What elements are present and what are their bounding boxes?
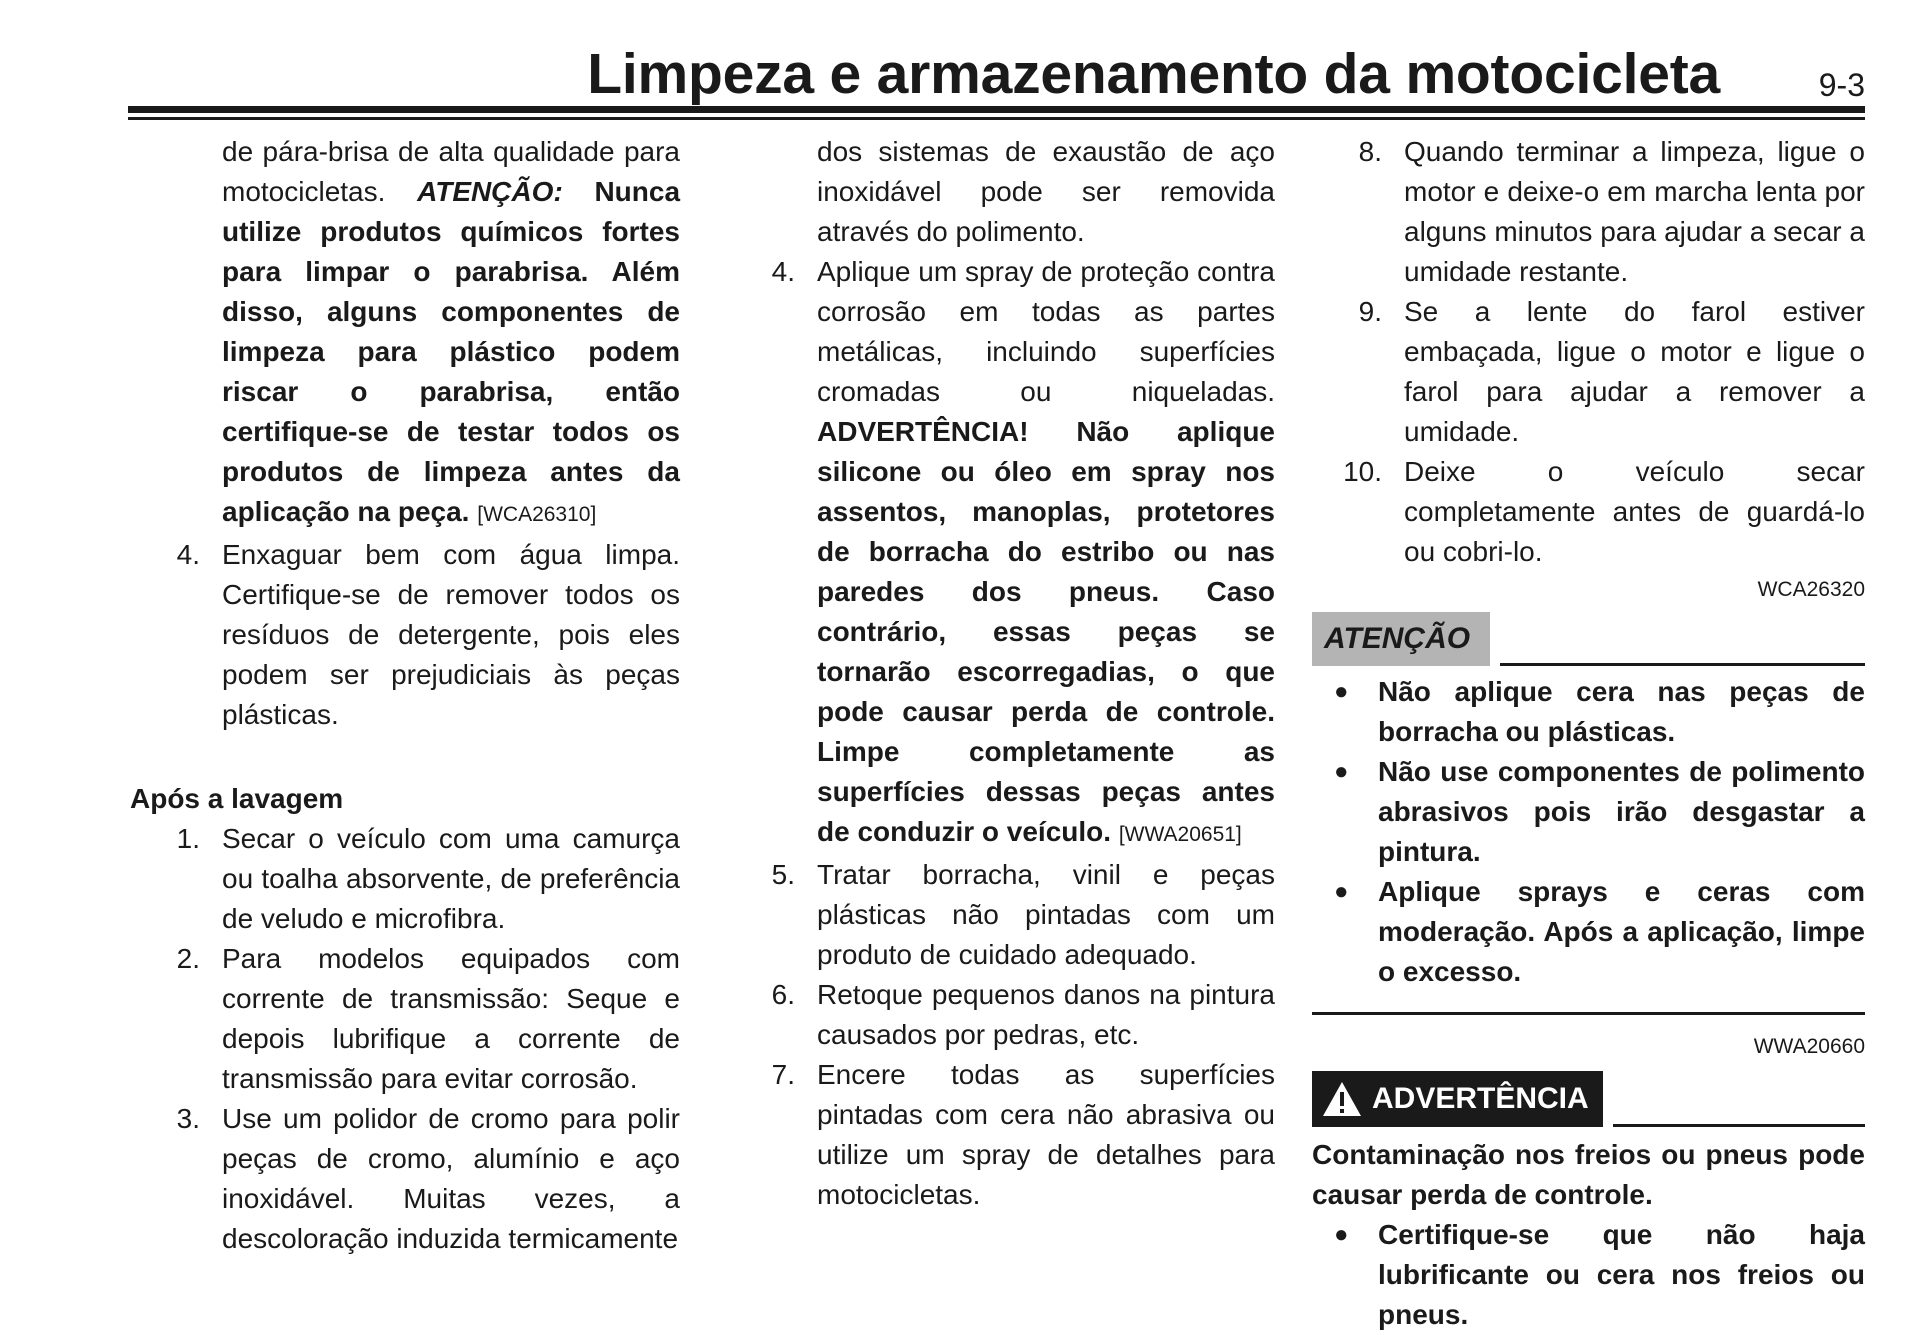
attention-inline-text: Nunca utilize produtos químicos fortes para limpar o parabrisa. Além disso, alguns componentes de limpeza para plástico podem riscar o parabrisa, então certifique-se de testar todos os produtos de limpeza antes da aplicação na peça. bbox=[222, 176, 681, 527]
list-text: Quando terminar a limpeza, ligue o motor e deixe-o em marcha lenta por alguns minutos para ajudar a secar a umidade restante. bbox=[1404, 136, 1865, 287]
continued-text: dos sistemas de exaustão de aço inoxidável pode ser removida através do polimento. bbox=[817, 136, 1275, 247]
list-number: 6. bbox=[771, 979, 795, 1010]
inline-warning-text: ADVERTÊNCIA! Não aplique silicone ou óleo em spray nos assentos, manoplas, protetores de borracha do estribo ou nas paredes dos pneus. Caso contrário, essas peças se tornarão escorregadias, o que pode causar perda de controle. Limpe completamente as superfícies dessas peças antes de conduzir o veículo. bbox=[817, 416, 1275, 847]
list-number: 4. bbox=[771, 256, 795, 287]
list-text: Deixe o veículo secar completamente antes de guardá-lo ou cobri-lo. bbox=[1404, 456, 1865, 567]
header-rule-thin bbox=[128, 117, 1865, 120]
list-number: 1. bbox=[176, 823, 200, 854]
list-number: 7. bbox=[771, 1059, 795, 1090]
warning-rule bbox=[1613, 1124, 1865, 1127]
bullet-dot-icon: ● bbox=[1334, 1221, 1349, 1248]
list-item bbox=[1312, 292, 1865, 452]
continued-text: de pára-brisa de alta qualidade para motocicletas. bbox=[222, 136, 680, 207]
caution-bullet: ● Não use componentes de polimento abrasivos pois irão desgastar a pintura. bbox=[1312, 752, 1865, 872]
list-text: Para modelos equipados com corrente de transmissão: Seque e depois lubrifique a corrente de transmissão para evitar corrosão. bbox=[222, 943, 680, 1094]
list-number: 4. bbox=[176, 539, 200, 570]
list-number: 9. bbox=[1358, 296, 1382, 327]
bullet-dot-icon: ● bbox=[1334, 678, 1349, 705]
caution-bullet: ● Aplique sprays e ceras com moderação. Após a aplicação, limpe o excesso. bbox=[1312, 872, 1865, 992]
bullet-dot-icon: ● bbox=[1334, 758, 1349, 785]
list-text: Secar o veículo com uma camurça ou toalha absorvente, de preferência de veludo e microfibra. bbox=[222, 823, 680, 934]
list-item-continued bbox=[755, 132, 1275, 252]
attention-inline-label: ATENÇÃO: bbox=[417, 176, 563, 207]
warning-code: [WWA20651] bbox=[1118, 823, 1242, 846]
warning-text: Contaminação nos freios ou pneus pode causar perda de controle. bbox=[1312, 1139, 1865, 1210]
caution-bottom-rule bbox=[1312, 1012, 1865, 1015]
caution-ref-code: WCA26320 bbox=[1757, 578, 1865, 601]
header-rule-thick bbox=[128, 106, 1865, 113]
list-text: Aplique um spray de proteção contra corrosão em todas as partes metálicas, incluindo superfícies cromadas ou niqueladas. bbox=[817, 256, 1275, 407]
list-text: Retoque pequenos danos na pintura causados por pedras, etc. bbox=[817, 979, 1275, 1050]
section-heading: Após a lavagem bbox=[130, 783, 344, 814]
list-item bbox=[1312, 132, 1865, 292]
list-item bbox=[1312, 452, 1865, 572]
list-text: Se a lente do farol estiver embaçada, ligue o motor e ligue o farol para ajudar a remover a umidade. bbox=[1404, 296, 1865, 447]
list-text: Enxaguar bem com água limpa. Certifique-se de remover todos os resíduos de detergente, pois eles podem ser prejudiciais às peças plásticas. bbox=[222, 539, 680, 730]
list-item-continued bbox=[130, 132, 680, 535]
column-3 bbox=[1312, 132, 1865, 1335]
caution-bullet: ● Não aplique cera nas peças de borracha ou plásticas. bbox=[1312, 672, 1865, 752]
attention-code: [WCA26310] bbox=[477, 503, 597, 526]
list-number: 10. bbox=[1343, 456, 1382, 487]
column-2 bbox=[755, 132, 1275, 1215]
warning-label-box bbox=[1312, 1071, 1603, 1127]
list-item bbox=[130, 535, 680, 735]
caution-label: ATENÇÃO bbox=[1312, 612, 1490, 666]
list-number: 5. bbox=[771, 859, 795, 890]
list-number: 8. bbox=[1358, 136, 1382, 167]
warning-header bbox=[1312, 1071, 1865, 1127]
list-item bbox=[755, 855, 1275, 975]
page-number: 9-3 bbox=[1818, 67, 1865, 103]
warning-bullet: ● Certifique-se que não haja lubrificante ou cera nos freios ou pneus. bbox=[1312, 1215, 1865, 1335]
caution-rule bbox=[1500, 663, 1865, 666]
list-item bbox=[755, 252, 1275, 855]
list-text: Use um polidor de cromo para polir peças de cromo, alumínio e aço inoxidável. Muitas vezes, a descoloração induzida termicamente bbox=[222, 1103, 680, 1254]
warning-ref-code: WWA20660 bbox=[1753, 1035, 1865, 1058]
page-title: Limpeza e armazenamento da motocicleta bbox=[587, 42, 1720, 106]
list-item bbox=[755, 1055, 1275, 1215]
list-text: Encere todas as superfícies pintadas com cera não abrasiva ou utilize um spray de detalhes para motocicletas. bbox=[817, 1059, 1275, 1210]
list-item bbox=[130, 819, 680, 939]
list-item bbox=[130, 939, 680, 1099]
list-number: 2. bbox=[176, 943, 200, 974]
caution-header bbox=[1312, 612, 1865, 666]
warning-label: ADVERTÊNCIA bbox=[1372, 1082, 1589, 1115]
list-item bbox=[755, 975, 1275, 1055]
list-text: Tratar borracha, vinil e peças plásticas não pintadas com um produto de cuidado adequado. bbox=[817, 859, 1275, 970]
list-item bbox=[130, 1099, 680, 1259]
column-1 bbox=[130, 132, 680, 1259]
bullet-dot-icon: ● bbox=[1334, 878, 1349, 905]
warning-triangle-icon bbox=[1322, 1081, 1362, 1117]
list-number: 3. bbox=[176, 1103, 200, 1134]
